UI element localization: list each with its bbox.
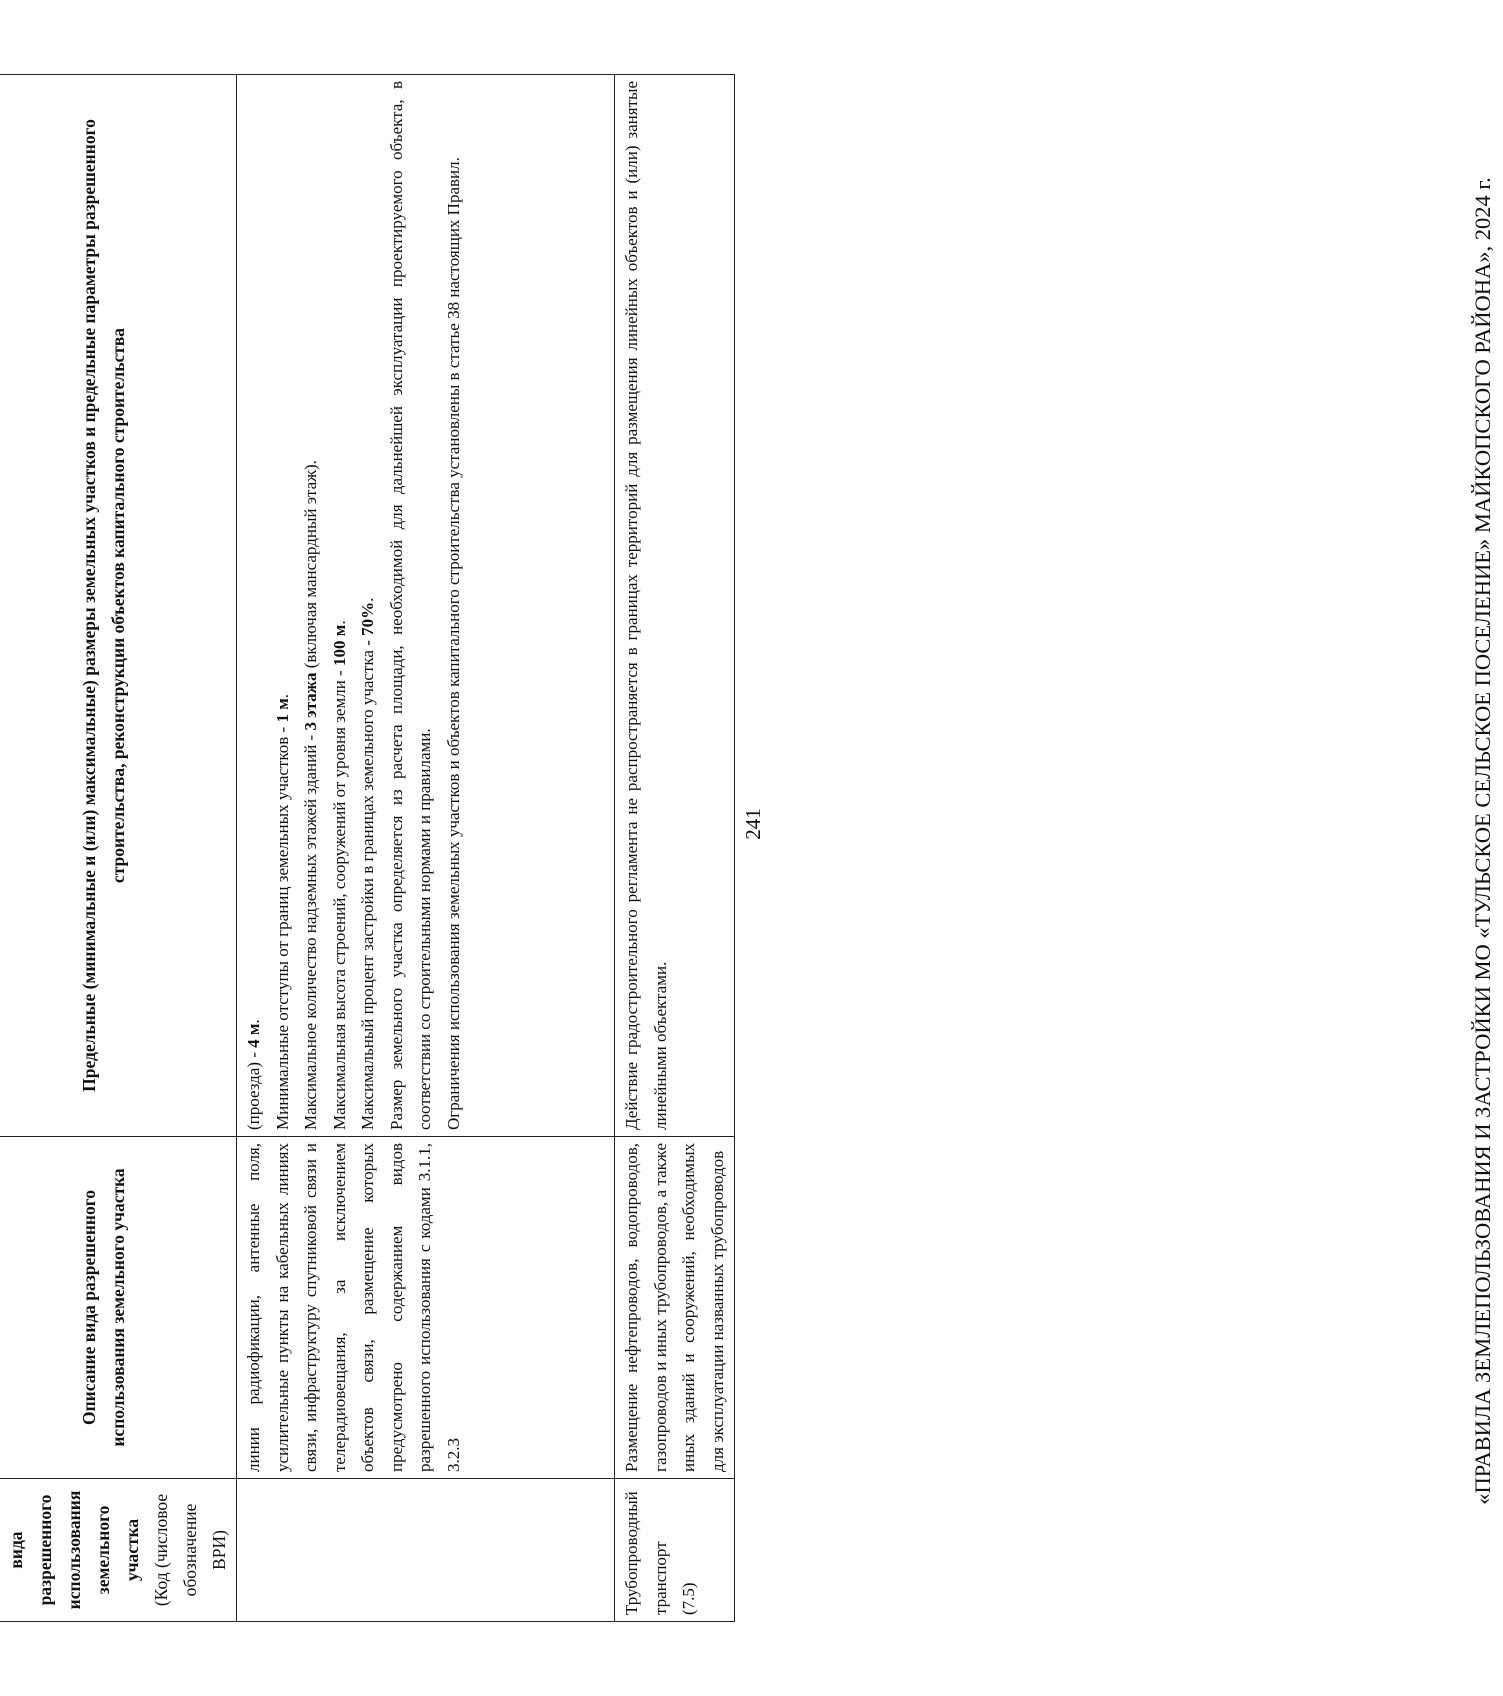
param-line: Минимальные отступы от границ земельных участков - 1 м. bbox=[272, 693, 292, 1130]
param-line: Максимальный процент застройки в границах земельного участка - 70%. bbox=[358, 597, 377, 1130]
row2-name-label: Трубопроводный транспорт bbox=[622, 1491, 670, 1615]
param-line: Максимальное количество надземных этажей зданий - 3 этажа (включая мансардный этаж). bbox=[301, 460, 320, 1130]
header-name-code: (Код (числовое обозначение ВРИ) bbox=[151, 1493, 229, 1607]
table-header-row bbox=[0, 75, 237, 1622]
row2-name bbox=[615, 1479, 735, 1622]
row2-code: (7.5) bbox=[679, 1582, 698, 1615]
row1-description: линии радиофикации, антенные поля, усилительные пункты на кабельных линиях связи, инфраструктуру спутниковой связи и телерадиовещания, за исключением объектов связи, размещение которых предусмотрено содержанием видов разрешенного использования с кодами 3.1.1, 3.2.3 bbox=[237, 1137, 615, 1479]
header-name-label: вида разрешенного использования земельного участка bbox=[6, 1490, 142, 1610]
document-footer: «ПРАВИЛА ЗЕМЛЕПОЛЬЗОВАНИЯ И ЗАСТРОЙКИ МО «ТУЛЬСКОЕ СЕЛЬСКОЕ ПОСЕЛЕНИЕ» МАЙКОПСКОГО РАЙОНА», 2024 г. bbox=[1470, 177, 1495, 1505]
table-row bbox=[237, 75, 615, 1622]
param-line: Ограничения использования земельных участков и объектов капитального строительства установлены в статье 38 настоящих Правил. bbox=[443, 157, 463, 1130]
header-params: Предельные (минимальные и (или) максимальные) размеры земельных участков и предельные параметры разрешенного строительства, реконструкции объектов капитального строительства bbox=[0, 75, 237, 1137]
param-line: (проезда) - 4 м. bbox=[244, 1019, 263, 1130]
regulations-table bbox=[0, 74, 727, 1622]
row1-name bbox=[237, 1479, 615, 1622]
header-description: Описание вида разрешенного использования земельного участка bbox=[0, 1137, 237, 1479]
param-line: Максимальная высота строений, сооружений от уровня земли - 100 м. bbox=[329, 620, 349, 1130]
page-number: 241 bbox=[741, 808, 765, 840]
param-line: Размер земельного участка определяется из расчета площади, необходимой для дальнейшей эксплуатации проектируемого объекта, в соответствии со строительными нормами и правилами. bbox=[386, 81, 434, 1130]
header-name bbox=[0, 1479, 237, 1622]
row2-params: Действие градостроительного регламента не распространяется в границах территорий для размещения линейных объектов и (или) занятые линейными объектами. bbox=[615, 75, 735, 1137]
table-row bbox=[615, 75, 735, 1622]
row1-params bbox=[237, 75, 615, 1137]
row2-description: Размещение нефтепроводов, водопроводов, газопроводов и иных трубопроводов, а также иных зданий и сооружений, необходимых для эксплуатации названных трубопроводов bbox=[615, 1137, 735, 1479]
